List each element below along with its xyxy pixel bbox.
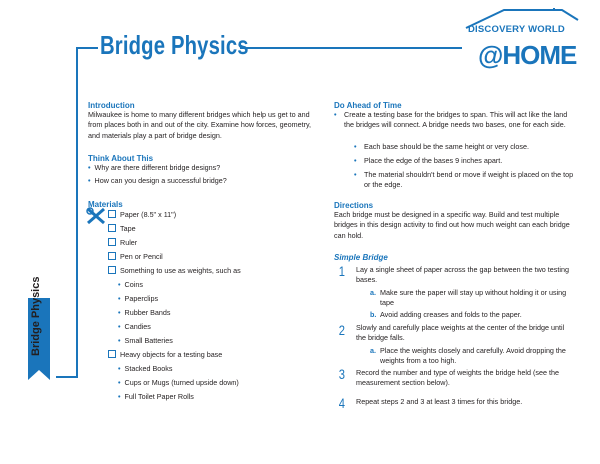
- simple-bridge-heading: Simple Bridge: [334, 253, 388, 262]
- checkbox-icon: [108, 224, 116, 232]
- step-number: 2: [338, 322, 346, 338]
- left-bottom-rule: [56, 376, 78, 378]
- material-item: Something to use as weights, such as: [108, 266, 241, 276]
- side-label: Bridge Physics: [30, 276, 42, 356]
- material-item: Tape: [108, 224, 136, 234]
- page-title: Bridge Physics: [100, 30, 249, 60]
- header-rule-left: [76, 47, 98, 49]
- weight-item: • Coins: [118, 280, 143, 289]
- material-item: Heavy objects for a testing base: [108, 350, 222, 360]
- think-item: • Why are there different bridge designs?: [88, 163, 221, 172]
- weight-item: • Paperclips: [118, 294, 159, 303]
- step-1b: b. Avoid adding creases and folds to the paper.: [370, 310, 522, 319]
- ahead-sub: • Each base should be the same height or very close.: [354, 142, 530, 151]
- directions-heading: Directions: [334, 201, 374, 210]
- ahead-heading: Do Ahead of Time: [334, 101, 402, 110]
- materials-heading: Materials: [88, 200, 123, 209]
- step-2: Slowly and carefully place weights at the center of the bridge until the bridge falls.: [356, 323, 565, 343]
- logo-discovery-world: DISCOVERY WORLD: [468, 24, 565, 35]
- ahead-main: • Create a testing base for the bridges to span. This will act like the land the bridges will connect. A bridge needs two bases, one for each side.: [334, 110, 568, 130]
- ahead-sub: • Place the edge of the bases 9 inches apart.: [354, 156, 503, 165]
- checkbox-icon: [108, 210, 116, 218]
- step-1: Lay a single sheet of paper across the gap between the two testing bases.: [356, 265, 569, 285]
- material-item: Ruler: [108, 238, 137, 248]
- ahead-sub: • The material shouldn't bend or move if weight is placed on the top or the edge.: [354, 170, 574, 190]
- heavy-item: • Cups or Mugs (turned upside down): [118, 378, 239, 387]
- weight-item: • Candies: [118, 322, 151, 331]
- step-3: Record the number and type of weights the bridge held (see the measurement section below).: [356, 368, 559, 388]
- heavy-item: • Stacked Books: [118, 364, 173, 373]
- weight-item: • Small Batteries: [118, 336, 173, 345]
- left-vertical-rule: [76, 47, 78, 377]
- tools-icon: [86, 207, 106, 225]
- step-2a: a. Place the weights closely and carefully. Avoid dropping the weights from a too high.: [370, 346, 566, 366]
- think-item: • How can you design a successful bridge?: [88, 176, 227, 185]
- think-heading: Think About This: [88, 154, 154, 163]
- intro-heading: Introduction: [88, 101, 135, 110]
- directions-body: Each bridge must be designed in a specific way. Build and test multiple bridges in this design activity to find out how much weight can each bridge can hold.: [334, 210, 570, 240]
- logo-at-home: @HOME: [478, 40, 577, 70]
- step-number: 4: [338, 395, 346, 411]
- step-4: Repeat steps 2 and 3 at least 3 times for this bridge.: [356, 397, 523, 406]
- checkbox-icon: [108, 252, 116, 260]
- step-number: 3: [338, 366, 346, 382]
- header-rule-right: [240, 47, 462, 49]
- heavy-item: • Full Toilet Paper Rolls: [118, 392, 194, 401]
- checkbox-icon: [108, 266, 116, 274]
- weight-item: • Rubber Bands: [118, 308, 171, 317]
- material-item: Pen or Pencil: [108, 252, 163, 262]
- step-number: 1: [338, 263, 346, 279]
- step-1a: a. Make sure the paper will stay up without holding it or using tape: [370, 288, 567, 308]
- checkbox-icon: [108, 238, 116, 246]
- material-item: Paper (8.5" x 11"): [108, 210, 176, 220]
- intro-body: Milwaukee is home to many different bridges which help us get to and from places both in and out of the city. Examine how forces, geometry, and materials play a part of bridge design.: [88, 110, 312, 140]
- checkbox-icon: [108, 350, 116, 358]
